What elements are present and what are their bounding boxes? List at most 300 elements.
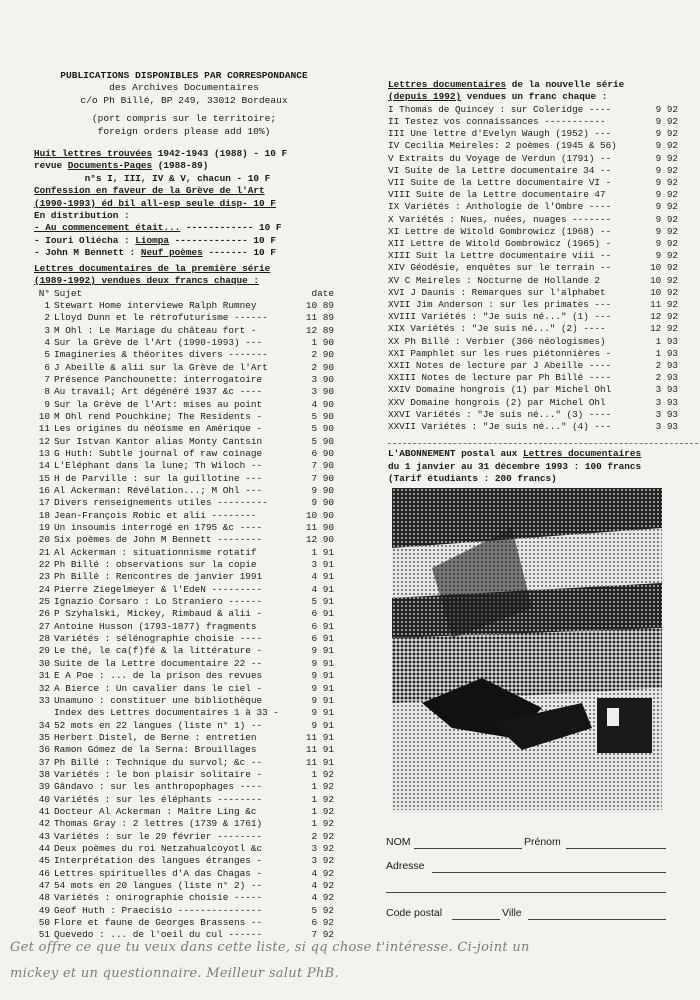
- item-subject: Stewart Home interviewe Ralph Rumney: [54, 299, 257, 311]
- item-date: 3 93: [655, 421, 678, 433]
- item-number: 9: [44, 398, 50, 410]
- item-subject: Al Ackerman : situationnisme rotatif: [54, 546, 257, 558]
- item-date: 9 91: [311, 707, 334, 719]
- subscription-block: [388, 448, 678, 485]
- list-item: [34, 559, 334, 571]
- item-number: 47: [38, 880, 50, 891]
- item-number: 7: [44, 373, 50, 385]
- offer-line: (1990-1993) éd bil all-esp seule disp- 10 F: [34, 197, 276, 209]
- nom-field[interactable]: [414, 848, 522, 849]
- item-subject: VIII Suite de la Lettre documentaire 47: [388, 189, 606, 201]
- code-postal-label: Code postal: [386, 907, 443, 919]
- list-item: [34, 571, 334, 583]
- item-subject: Thomas Gray : 2 lettres (1739 & 1761): [54, 818, 263, 830]
- item-subject: VII Suite de la Lettre documentaire VI -: [388, 177, 612, 189]
- adresse-field[interactable]: [432, 872, 666, 873]
- list-item: [34, 892, 334, 904]
- item-date: 12 90: [305, 534, 334, 546]
- item-date: 1 92: [311, 768, 334, 780]
- list-item: [34, 374, 334, 386]
- item-subject: Lettres spirituelles d'A das Chagas -: [54, 867, 263, 879]
- item-number: 42: [38, 818, 50, 830]
- item-number: 22: [38, 559, 50, 571]
- list-item: [34, 497, 334, 509]
- item-subject: Lloyd Dunn et le rétrofuturisme ------: [54, 312, 268, 324]
- item-number: 37: [38, 756, 50, 768]
- item-date: 6 91: [311, 608, 334, 620]
- offer-line: n°s I, III, IV & V, chacun - 10 F: [34, 172, 271, 184]
- item-number: 15: [38, 472, 50, 484]
- item-subject: Variétés : le bon plaisir solitaire -: [54, 768, 263, 780]
- item-date: 9 92: [655, 225, 678, 237]
- item-date: 5 90: [311, 435, 334, 447]
- list-item: [34, 744, 334, 756]
- adresse-label: Adresse: [386, 860, 425, 872]
- list-item: [34, 843, 334, 855]
- item-subject: Six poèmes de John M Bennett --------: [54, 534, 263, 546]
- item-number: 45: [38, 855, 50, 867]
- item-subject: Variétés : sur le 29 février --------: [54, 830, 263, 842]
- first-series-subtitle: (1989-1992) vendues deux francs chaque :: [34, 275, 260, 287]
- item-date: 4 91: [311, 583, 334, 595]
- list-item: [34, 855, 334, 867]
- item-number: 31: [38, 670, 50, 682]
- item-date: 11 92: [650, 299, 678, 311]
- item-subject: IX Variétés : Anthologie de l'Ombre ----: [388, 201, 612, 213]
- item-subject: II Testez vos connaissances -----------: [388, 116, 606, 128]
- item-number: 41: [38, 805, 50, 817]
- item-date: 12 89: [305, 324, 334, 336]
- list-item: [34, 547, 334, 559]
- item-number: 49: [38, 904, 50, 916]
- list-item: [388, 189, 678, 201]
- item-date: 3 91: [311, 559, 334, 571]
- item-date: 9 92: [655, 189, 678, 201]
- list-item: [34, 633, 334, 645]
- item-date: 9 92: [655, 140, 678, 152]
- item-date: 10 92: [650, 286, 678, 298]
- item-date: 9 90: [311, 485, 334, 496]
- item-number: 35: [38, 731, 50, 743]
- item-subject: Quevedo : ... de l'oeil du cul ------: [54, 929, 263, 941]
- item-number: 24: [38, 583, 50, 595]
- item-subject: Herbert Distel, de Berne : entretien: [54, 731, 257, 743]
- item-number: 1: [44, 299, 50, 311]
- item-subject: I Thomas de Quincey : sur Coleridge ----: [388, 103, 612, 115]
- adresse-field-line2[interactable]: [386, 892, 666, 893]
- item-number: 36: [38, 744, 50, 756]
- item-date: 1 93: [655, 335, 678, 347]
- list-item: [34, 818, 334, 830]
- item-subject: Ph Billé : observations sur la copie: [54, 559, 257, 571]
- item-date: 9 91: [311, 657, 334, 669]
- item-subject: Imagineries & théorites divers -------: [54, 349, 268, 361]
- list-item: [34, 362, 334, 374]
- nom-label: NOM: [386, 836, 411, 848]
- item-number: 25: [38, 596, 50, 608]
- item-number: 19: [38, 522, 50, 534]
- item-number: 43: [38, 830, 50, 842]
- item-date: 7 90: [311, 472, 334, 484]
- item-number: 13: [38, 447, 50, 459]
- item-date: 1 92: [311, 818, 334, 830]
- offer-line: revue Documents-Pages (1988-89): [34, 160, 209, 172]
- divider: [388, 443, 698, 444]
- item-date: 9 91: [311, 719, 334, 731]
- list-item: [388, 372, 678, 384]
- item-subject: XXIII Notes de lecture par Ph Billé ----: [388, 372, 612, 384]
- item-subject: Ph Billé : Rencontres de janvier 1991: [54, 571, 263, 583]
- item-subject: H de Parville : sur la guillotine ---: [54, 472, 263, 484]
- item-subject: Ramon Gómez de la Serna: Brouillages: [54, 744, 257, 756]
- prenom-label: Prénom: [524, 836, 561, 848]
- list-item: [388, 336, 678, 348]
- new-series-list: [388, 104, 678, 433]
- publications-header: [34, 70, 334, 138]
- list-item: [388, 262, 678, 274]
- item-date: 3 92: [311, 842, 334, 854]
- item-date: 9 92: [655, 128, 678, 140]
- list-item: [34, 596, 334, 608]
- item-subject: Ph Billé : Technique du survol; &c --: [54, 756, 263, 768]
- item-subject: 54 mots en 20 langues (liste n° 2) --: [54, 880, 263, 891]
- item-date: 6 91: [311, 620, 334, 632]
- list-item: [34, 337, 334, 349]
- item-date: 6 90: [311, 447, 334, 459]
- item-subject: XXI Pamphlet sur les rues piétonnières -: [388, 347, 612, 359]
- item-date: 3 90: [311, 373, 334, 385]
- halftone-photo: [392, 488, 662, 810]
- item-number: 21: [38, 546, 50, 558]
- item-subject: Index des Lettres documentaires 1 à 33 -: [54, 707, 280, 719]
- new-series-block: [388, 79, 678, 433]
- list-item: [34, 399, 334, 411]
- item-date: 11 90: [305, 522, 334, 534]
- item-subject: J Abeille & alii sur la Grève de l'Art: [54, 361, 268, 373]
- offers-block: [34, 148, 334, 260]
- handwritten-line: Get offre ce que tu veux dans cette liste, si qq chose t'intéresse. Ci-joint un: [10, 940, 530, 955]
- item-date: 9 92: [655, 250, 678, 262]
- item-number: 3: [44, 324, 50, 336]
- list-item: [34, 769, 334, 781]
- item-subject: Docteur Al Ackerman : Maître Ling &c: [54, 805, 257, 817]
- item-date: 1 90: [311, 336, 334, 348]
- item-date: 9 90: [311, 497, 334, 509]
- item-subject: L'Eléphant dans la lune; Th Wiloch --: [54, 460, 263, 472]
- item-number: 44: [38, 842, 50, 854]
- item-date: 1 92: [311, 781, 334, 793]
- item-number: 6: [44, 361, 50, 373]
- item-date: 1 92: [311, 793, 334, 805]
- item-date: 3 93: [655, 396, 678, 408]
- item-date: 6 91: [311, 633, 334, 645]
- list-item: [34, 460, 334, 472]
- item-subject: M Ohl rend Pouchkine; The Residents -: [54, 410, 263, 422]
- item-date: 4 92: [311, 892, 334, 904]
- item-subject: Deux poèmes du roi Netzahualcoyotl &c: [54, 842, 263, 854]
- list-item: [34, 510, 334, 522]
- item-subject: XXV Domaine hongrois (2) par Michel Ohl: [388, 396, 606, 408]
- list-item: [34, 905, 334, 917]
- list-item: [34, 485, 334, 497]
- list-item: [388, 250, 678, 262]
- item-number: 51: [38, 929, 50, 941]
- list-item: [388, 348, 678, 360]
- list-item: [388, 384, 678, 396]
- col-subject-header: Sujet: [54, 287, 83, 299]
- item-subject: III Une lettre d'Evelyn Waugh (1952) ---: [388, 128, 612, 140]
- item-date: 10 92: [650, 274, 678, 286]
- item-date: 4 92: [311, 880, 334, 891]
- prenom-field[interactable]: [566, 848, 666, 849]
- item-subject: Sur la Grève de l'Art: mises au point: [54, 398, 263, 410]
- item-subject: Suite de la Lettre documentaire 22 --: [54, 657, 263, 669]
- list-item: [388, 311, 678, 323]
- list-item: [388, 226, 678, 238]
- item-date: 9 91: [311, 682, 334, 694]
- item-date: 2 90: [311, 349, 334, 361]
- item-date: 4 90: [311, 398, 334, 410]
- item-number: 12: [38, 435, 50, 447]
- item-date: 7 92: [311, 929, 334, 941]
- item-date: 9 92: [655, 238, 678, 250]
- item-subject: V Extraits du Voyage de Verdun (1791) --: [388, 152, 612, 164]
- item-date: 12 92: [650, 311, 678, 323]
- list-item: [388, 201, 678, 213]
- item-number: 23: [38, 571, 50, 583]
- list-item: [388, 140, 678, 152]
- item-number: 16: [38, 485, 50, 496]
- item-date: 1 92: [311, 805, 334, 817]
- item-number: 4: [44, 336, 50, 348]
- item-date: 11 91: [305, 744, 334, 756]
- item-subject: P Szyhalski, Mickey, Rimbaud & alii -: [54, 608, 263, 620]
- item-date: 5 92: [311, 904, 334, 916]
- item-subject: XI Lettre de Witold Gombrowicz (1968) --: [388, 225, 612, 237]
- item-date: 10 92: [650, 262, 678, 274]
- list-item: [34, 423, 334, 435]
- offer-line: - Iouri Oliécha : Liompa ------------- 10 F: [34, 234, 276, 246]
- list-item: [34, 534, 334, 546]
- new-series-title: Lettres documentaires de la nouvelle série: [388, 79, 625, 90]
- item-subject: G Huth: Subtle journal of raw coinage: [54, 447, 263, 459]
- list-item: [388, 153, 678, 165]
- item-date: 3 93: [655, 408, 678, 420]
- offer-line: - Au commencement était... ------------ 10 F: [34, 222, 282, 234]
- first-series-block: [34, 263, 334, 942]
- list-item: [388, 165, 678, 177]
- item-date: 9 92: [655, 201, 678, 213]
- list-item: [34, 683, 334, 695]
- item-subject: Geof Huth : Praecisio ---------------: [54, 904, 263, 916]
- item-subject: XII Lettre de Witold Gombrowicz (1965) -: [388, 238, 612, 250]
- item-subject: Variétés : sur les éléphants --------: [54, 793, 263, 805]
- item-subject: Interprétation des langues étranges -: [54, 855, 263, 867]
- item-subject: Un insoumis interrogé en 1795 &c ----: [54, 522, 263, 534]
- item-subject: Sur Istvan Kantor alias Monty Cantsin: [54, 435, 263, 447]
- offer-line: - John M Bennett : Neuf poèmes ------- 10 F: [34, 247, 276, 259]
- item-date: 9 92: [655, 152, 678, 164]
- item-date: 12 92: [650, 323, 678, 335]
- item-date: 4 91: [311, 571, 334, 583]
- list-item: [34, 806, 334, 818]
- item-date: 5 90: [311, 423, 334, 435]
- list-item: [34, 522, 334, 534]
- item-subject: A Bierce : Un cavalier dans le ciel -: [54, 682, 263, 694]
- item-subject: XV C Meireles : Nocturne de Hollande 2: [388, 274, 601, 286]
- col-number-header: N°: [38, 287, 50, 299]
- list-item: [34, 831, 334, 843]
- list-item: [34, 300, 334, 312]
- list-item: [34, 448, 334, 460]
- list-item: [388, 360, 678, 372]
- header-address: c/o Ph Billé, BP 249, 33012 Bordeaux: [80, 94, 288, 106]
- list-item: [388, 104, 678, 116]
- item-subject: Les origines du néoïsme en Amérique -: [54, 423, 263, 435]
- code-postal-field[interactable]: [452, 919, 500, 920]
- item-date: 9 91: [311, 645, 334, 657]
- item-subject: M Ohl : Le Mariage du château fort -: [54, 324, 257, 336]
- list-item: [34, 645, 334, 657]
- item-number: 14: [38, 460, 50, 472]
- item-number: 40: [38, 793, 50, 805]
- item-number: 20: [38, 534, 50, 546]
- first-series-list: [34, 300, 334, 942]
- left-column: [34, 0, 334, 942]
- item-number: 29: [38, 645, 50, 657]
- item-number: 2: [44, 312, 50, 324]
- list-item: [34, 757, 334, 769]
- item-date: 9 92: [655, 177, 678, 189]
- item-subject: XVI J Daunis : Remarques sur l'alphabet: [388, 286, 606, 298]
- subscription-line: du 1 janvier au 31 décembre 1993 : 100 francs: [388, 460, 642, 472]
- item-number: 30: [38, 657, 50, 669]
- item-date: 5 91: [311, 596, 334, 608]
- list-item: [34, 794, 334, 806]
- list-item: [34, 720, 334, 732]
- list-item: [34, 880, 334, 892]
- item-number: 33: [38, 694, 50, 706]
- list-item: [34, 781, 334, 793]
- new-series-subtitle: (depuis 1992) vendues un franc chaque :: [388, 91, 608, 103]
- list-item: [34, 411, 334, 423]
- item-subject: XXII Notes de lecture par J Abeille ----: [388, 360, 612, 372]
- item-date: 6 92: [311, 917, 334, 929]
- item-date: 3 93: [655, 384, 678, 396]
- header-note: (port compris sur le territoire;: [91, 113, 277, 125]
- handwritten-line: mickey et un questionnaire. Meilleur salut PhB.: [10, 966, 339, 981]
- item-date: 1 93: [655, 347, 678, 359]
- item-subject: XVII Jim Anderson : sur les primates ---: [388, 299, 612, 311]
- list-item: [34, 917, 334, 929]
- ville-label: Ville: [502, 907, 522, 919]
- item-subject: XX Ph Billé : Verbier (366 néologismes): [388, 335, 606, 347]
- item-number: 46: [38, 867, 50, 879]
- item-subject: XIX Variétés : "Je suis né..." (2) ----: [388, 323, 606, 335]
- item-date: 2 93: [655, 360, 678, 372]
- list-item: [34, 584, 334, 596]
- item-subject: Variétés : sélénographie choisie ----: [54, 633, 263, 645]
- item-subject: XVIII Variétés : "Je suis né..." (1) ---: [388, 311, 612, 323]
- list-item: [388, 128, 678, 140]
- list-item: [34, 732, 334, 744]
- item-date: 3 90: [311, 386, 334, 398]
- item-date: 11 89: [305, 312, 334, 324]
- item-date: 4 92: [311, 867, 334, 879]
- offer-line: Confession en faveur de la Grève de l'Art: [34, 185, 265, 197]
- list-item: [34, 621, 334, 633]
- item-date: 11 91: [305, 731, 334, 743]
- list-item: [34, 325, 334, 337]
- item-date: 9 92: [655, 213, 678, 225]
- list-item: [388, 177, 678, 189]
- item-date: 10 90: [305, 509, 334, 521]
- list-item: [388, 421, 678, 433]
- list-item: [34, 473, 334, 485]
- item-subject: Flore et faune de Georges Brassens --: [54, 917, 263, 929]
- col-date-header: date: [311, 287, 334, 299]
- item-subject: Al Ackerman: Révélation...; M Ohl ---: [54, 485, 263, 496]
- item-subject: Ignazio Corsaro : Lo Straniero ------: [54, 596, 263, 608]
- item-subject: XXVII Variétés : "Je suis né..." (4) ---: [388, 421, 612, 433]
- item-number: 48: [38, 892, 50, 904]
- item-date: 9 92: [655, 164, 678, 176]
- item-date: 9 92: [655, 116, 678, 128]
- subscription-line: (Tarif étudiants : 200 francs): [388, 473, 557, 485]
- list-item: [34, 670, 334, 682]
- item-number: 39: [38, 781, 50, 793]
- list-item: [388, 238, 678, 250]
- item-subject: X Variétés : Nues, nuées, nuages -------: [388, 213, 612, 225]
- item-number: 50: [38, 917, 50, 929]
- item-number: 26: [38, 608, 50, 620]
- item-date: 5 90: [311, 410, 334, 422]
- right-column: [388, 0, 678, 486]
- item-subject: VI Suite de la Lettre documentaire 34 --: [388, 164, 612, 176]
- item-subject: Variétés : onirographie choisie -----: [54, 892, 263, 904]
- item-number: 8: [44, 386, 50, 398]
- item-subject: XIII Suit la Lettre documentaire viii --: [388, 250, 612, 262]
- list-item: [388, 287, 678, 299]
- item-number: 38: [38, 768, 50, 780]
- item-subject: 52 mots en 22 langues (liste n° 1) --: [54, 719, 263, 731]
- header-note: foreign orders please add 10%): [97, 125, 271, 137]
- list-item: [34, 312, 334, 324]
- item-date: 2 93: [655, 372, 678, 384]
- table-header: [34, 288, 334, 300]
- item-number: 27: [38, 620, 50, 632]
- list-item: [34, 386, 334, 398]
- ville-field[interactable]: [528, 919, 666, 920]
- item-subject: Au travail; Art dégénéré 1937 &c ----: [54, 386, 263, 398]
- item-number: 17: [38, 497, 50, 509]
- item-number: 11: [38, 423, 50, 435]
- item-subject: Présence Panchounette: interrogatoire: [54, 373, 263, 385]
- item-number: 28: [38, 633, 50, 645]
- list-item: [34, 695, 334, 707]
- item-date: 11 91: [305, 756, 334, 768]
- item-subject: Gândavo : sur les anthropophages ----: [54, 781, 263, 793]
- item-date: 3 92: [311, 855, 334, 867]
- photo-image: [392, 488, 662, 810]
- item-date: 9 92: [655, 103, 678, 115]
- list-item: [388, 299, 678, 311]
- item-date: 7 90: [311, 460, 334, 472]
- list-item: [34, 868, 334, 880]
- item-subject: IV Cecilia Meireles: 2 poèmes (1945 & 56): [388, 140, 617, 152]
- item-subject: XIV Géodésie, enquêtes sur le terrain --: [388, 262, 612, 274]
- item-number: 10: [38, 410, 50, 422]
